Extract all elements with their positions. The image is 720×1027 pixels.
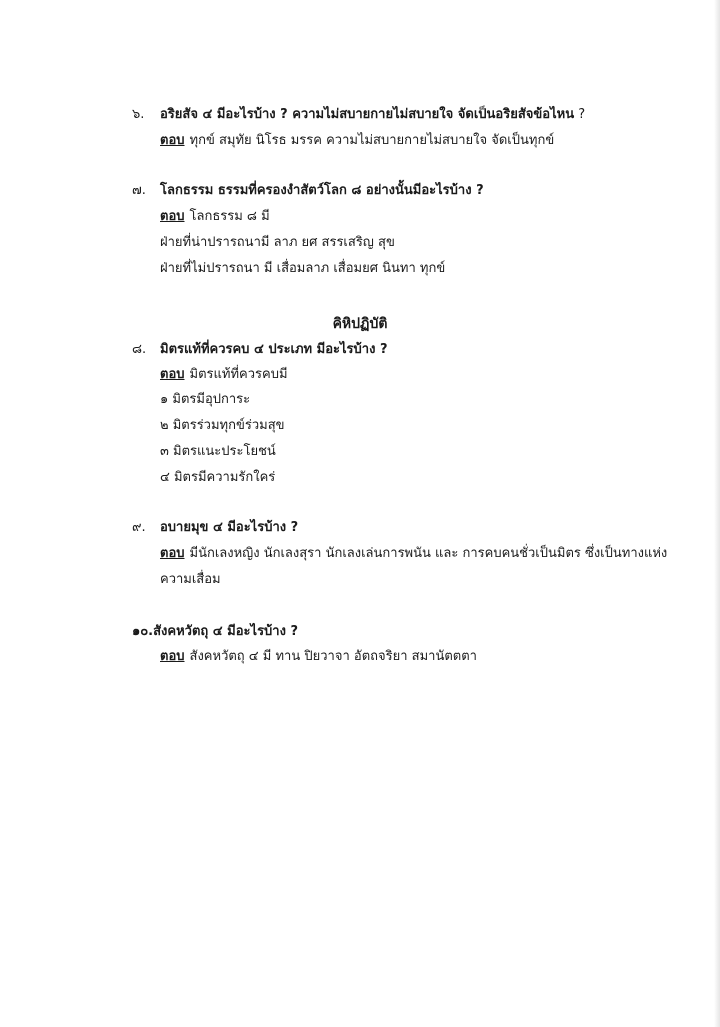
q10-number: ๑๐. bbox=[132, 624, 154, 639]
q9-answer-line bbox=[160, 545, 667, 563]
q10-answer: สังคหวัตถุ ๔ มี ทาน ปิยวาจา อัตถจริยา สมานัตตตา bbox=[189, 649, 477, 664]
q6-number: ๖. bbox=[132, 107, 145, 122]
q9-question: อบายมุข ๔ มีอะไรบ้าง ? bbox=[160, 520, 299, 535]
q8-question: มิตรแท้ที่ควรคบ ๔ ประเภท มีอะไรบ้าง ? bbox=[160, 342, 388, 357]
q6-answer-line bbox=[160, 132, 554, 150]
q9-answer-continuation: ความเสื่อม bbox=[160, 572, 221, 587]
q10-answer-label: ตอบ bbox=[160, 649, 185, 664]
q9-question-line bbox=[132, 519, 298, 537]
q6-question-mark: ? bbox=[578, 107, 586, 122]
q7-answer-line-3: ฝ่ายที่ไม่ปรารถนา มี เสื่อมลาภ เสื่อมยศ นินทา ทุกข์ bbox=[160, 261, 446, 276]
q8-list-item: ๔ มิตรมีความรักใคร่ bbox=[160, 470, 276, 485]
q8-number: ๘. bbox=[132, 342, 147, 357]
q8-list-item: ๓ มิตรแนะประโยชน์ bbox=[160, 444, 276, 459]
q8-answer-label: ตอบ bbox=[160, 367, 185, 382]
q10-answer-line bbox=[160, 648, 477, 666]
q6-answer: ทุกข์ สมุทัย นิโรธ มรรค ความไม่สบายกายไม่สบายใจ จัดเป็นทุกข์ bbox=[189, 133, 555, 148]
q10-question: สังคหวัตถุ ๔ มีอะไรบ้าง ? bbox=[153, 624, 299, 639]
q9-answer-label: ตอบ bbox=[160, 546, 185, 561]
q8-question-line bbox=[132, 341, 388, 359]
q8-answer: มิตรแท้ที่ควรคบมี bbox=[189, 367, 288, 382]
page-edge-shadow bbox=[714, 0, 720, 1027]
q7-answer: โลกธรรม ๘ มี bbox=[189, 209, 270, 224]
q7-question: โลกธรรม ธรรมที่ครองงำสัตว์โลก ๘ อย่างนั้นมีอะไรบ้าง ? bbox=[160, 183, 484, 198]
q6-answer-label: ตอบ bbox=[160, 133, 185, 148]
q10-question-line bbox=[132, 623, 298, 641]
q7-number: ๗. bbox=[132, 183, 146, 198]
section-heading: คิหิปฏิบัติ bbox=[332, 316, 388, 332]
q7-answer-label: ตอบ bbox=[160, 209, 185, 224]
q8-answer-line bbox=[160, 366, 288, 384]
q7-question-line bbox=[132, 182, 484, 200]
q8-list-item: ๑ มิตรมีอุปการะ bbox=[160, 392, 251, 407]
q6-question: อริยสัจ ๔ มีอะไรบ้าง ? ความไม่สบายกายไม่สบายใจ จัดเป็นอริยสัจข้อไหน bbox=[160, 107, 575, 122]
q9-number: ๙. bbox=[132, 520, 146, 535]
q8-list-item: ๒ มิตรร่วมทุกข์ร่วมสุข bbox=[160, 418, 285, 433]
q7-answer-line bbox=[160, 208, 270, 226]
q6-question-line bbox=[132, 106, 585, 124]
q7-answer-line-2: ฝ่ายที่น่าปรารถนามี ลาภ ยศ สรรเสริญ สุข bbox=[160, 235, 395, 250]
q9-answer: มีนักเลงหญิง นักเลงสุรา นักเลงเล่นการพนัน และ การคบคนชั่วเป็นมิตร ซึ่งเป็นทางแห่ง bbox=[189, 546, 668, 561]
